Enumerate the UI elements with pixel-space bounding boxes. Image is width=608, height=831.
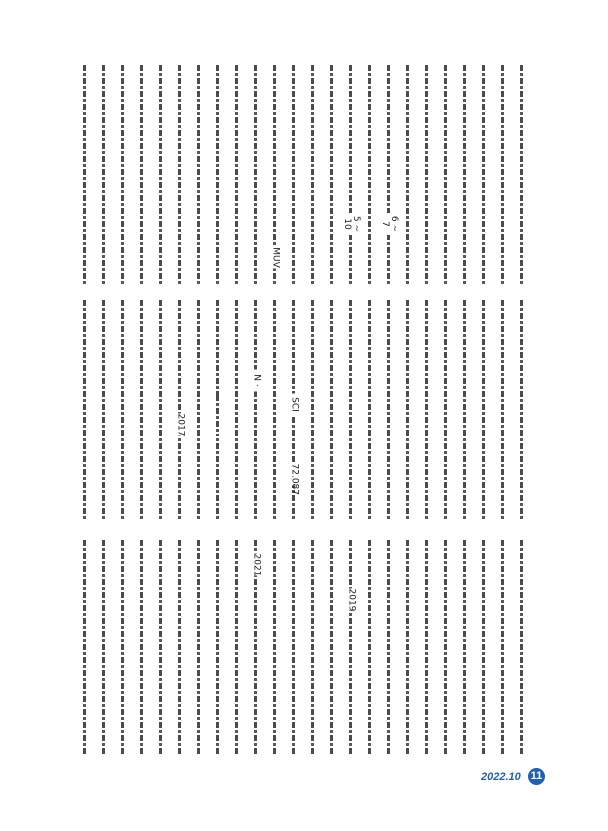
text-column (156, 65, 165, 285)
byline-column (213, 395, 222, 435)
text-column (498, 65, 507, 285)
text-column (251, 65, 260, 285)
text-column (308, 65, 317, 285)
text-column (80, 65, 89, 285)
text-column (479, 300, 488, 520)
text-column-date (175, 300, 184, 530)
text-column (441, 540, 450, 755)
text-column (441, 65, 450, 285)
text-column (118, 540, 127, 755)
text-column (479, 65, 488, 285)
text-column (380, 65, 399, 285)
text-column (194, 300, 203, 520)
text-column (384, 300, 393, 520)
text-column (194, 65, 203, 285)
text-column (403, 540, 412, 755)
text-column (232, 65, 241, 285)
issue-date: 2022.10 (481, 771, 521, 783)
text-column (422, 65, 431, 285)
inline-number: MUV (270, 247, 281, 268)
text-column (118, 300, 127, 520)
inline-number: 2021 (251, 553, 262, 577)
text-column (251, 300, 260, 520)
text-column (517, 300, 526, 520)
text-column (365, 540, 374, 755)
text-column (460, 65, 469, 285)
text-column (365, 300, 374, 520)
text-column (232, 540, 241, 755)
text-column (99, 540, 108, 755)
text-column (365, 65, 374, 285)
text-column (194, 540, 203, 755)
text-column (460, 300, 469, 520)
text-column (308, 540, 317, 755)
text-column (175, 65, 184, 285)
text-column (308, 300, 317, 520)
text-column (80, 540, 89, 755)
text-column (517, 540, 526, 755)
text-column (232, 300, 241, 520)
text-column (213, 65, 222, 285)
text-column (403, 65, 412, 285)
text-column (479, 540, 488, 755)
text-column (118, 65, 127, 285)
text-column (441, 300, 450, 520)
inline-number: 2017 (175, 413, 186, 437)
text-column (137, 540, 146, 755)
text-column (289, 540, 298, 755)
text-column (156, 300, 165, 520)
text-column (137, 300, 146, 520)
text-column (403, 300, 412, 520)
text-column (99, 65, 108, 285)
text-column (327, 300, 336, 520)
inline-number: 72.087 (289, 463, 300, 495)
text-column (498, 540, 507, 755)
text-column (289, 300, 298, 520)
text-column (346, 300, 355, 520)
text-column (422, 540, 431, 755)
text-column (175, 540, 184, 755)
text-column (80, 300, 89, 520)
text-column (99, 300, 108, 520)
text-column (213, 540, 222, 755)
text-column (270, 540, 279, 755)
text-column (327, 65, 336, 285)
text-column (137, 65, 146, 285)
text-column (460, 540, 469, 755)
text-column (327, 540, 336, 755)
text-column (384, 540, 393, 755)
text-column (422, 300, 431, 520)
text-column (346, 540, 355, 755)
text-column (251, 540, 260, 755)
inline-number: 2019 (346, 588, 357, 612)
text-column (342, 65, 361, 285)
inline-number: N · (252, 370, 261, 392)
inline-number: 6 ~ 7 (380, 213, 398, 235)
text-column (270, 65, 279, 285)
inline-number: SCI (290, 394, 299, 416)
text-column (289, 65, 298, 285)
page-number: 11 (528, 768, 545, 785)
text-column (498, 300, 507, 520)
text-column (156, 540, 165, 755)
text-column (270, 300, 279, 520)
inline-number: 5 ~ 10 (342, 213, 360, 235)
text-column (517, 65, 526, 285)
